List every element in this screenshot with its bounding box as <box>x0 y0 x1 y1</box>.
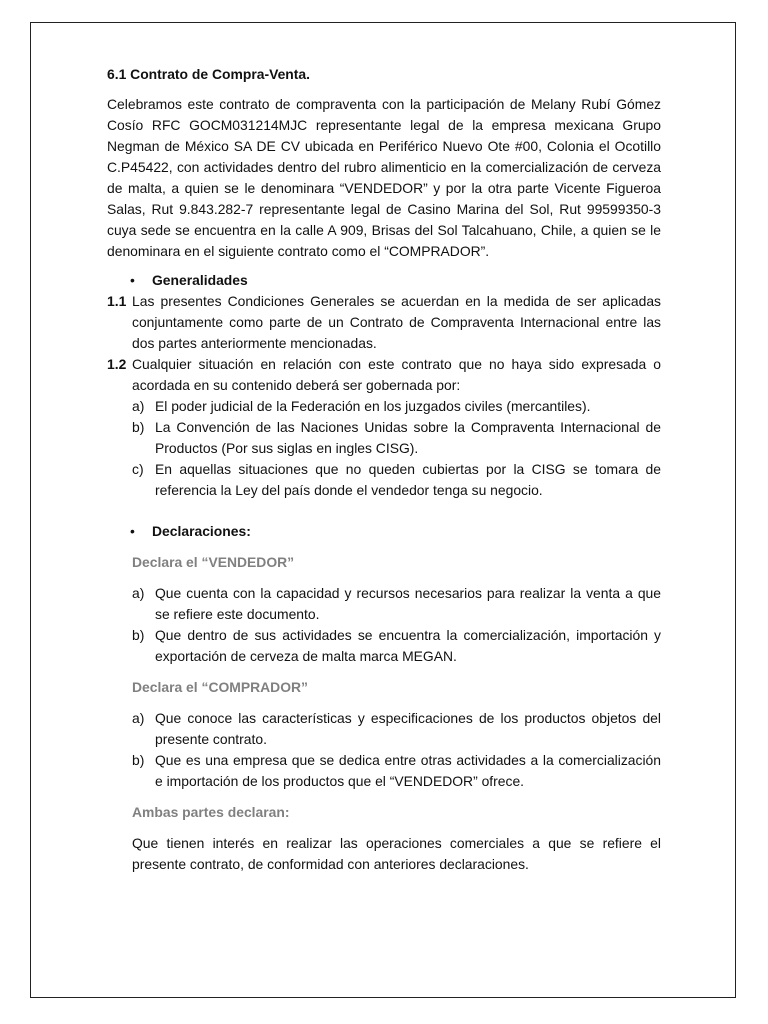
declaraciones-heading-text: Declaraciones: <box>152 523 251 539</box>
comprador-declarations <box>107 708 661 792</box>
comprador-subheading: Declara el “COMPRADOR” <box>132 679 308 695</box>
list-text: El poder judicial de la Federación en los juzgados civiles (mercantiles). <box>155 398 591 414</box>
intro-paragraph: Celebramos este contrato de compraventa con la participación de Melany Rubí Gómez Cosío RFC GOCM031214MJC representante legal de la empresa mexicana Grupo Negman de México SA DE CV ubicada en Periférico Nuevo Ote #00, Colonia el Ocotillo C.P45422, con actividades dentro del rubro alimenticio en la comercialización de cerveza de malta, a quien se le denominara “VENDEDOR” y por la otra parte Vicente Figueroa Salas, Rut 9.843.282-7 representante legal de Casino Marina del Sol, Rut 99599350-3 cuya sede se encuentra en la calle A 909, Brisas del Sol Talcahuano, Chile, a quien se le denominara en el siguiente contrato como el “COMPRADOR”. <box>107 96 661 259</box>
governing-law-list <box>107 396 661 501</box>
clause-1-1 <box>107 291 661 354</box>
list-item <box>107 750 661 792</box>
list-item <box>107 417 661 459</box>
clause-1-2 <box>107 354 661 396</box>
list-item <box>107 625 661 667</box>
document-body <box>107 64 661 875</box>
list-text: Que cuenta con la capacidad y recursos necesarios para realizar la venta a que se refiere este documento. <box>155 585 661 622</box>
list-letter: b) <box>132 752 145 768</box>
bullet-icon: • <box>130 523 135 539</box>
list-letter: a) <box>132 398 145 414</box>
clause-number: 1.2 <box>107 356 127 372</box>
clause-text: Las presentes Condiciones Generales se acuerdan en la medida de ser aplicadas conjuntamente como parte de un Contrato de Compraventa Internacional entre las dos partes anteriormente mencionadas. <box>132 293 661 351</box>
list-letter: b) <box>132 627 145 643</box>
list-text: Que es una empresa que se dedica entre otras actividades a la comercialización e importación de los productos que el “VENDEDOR” ofrece. <box>155 752 661 789</box>
list-text: En aquellas situaciones que no queden cubiertas por la CISG se tomara de referencia la Ley del país donde el vendedor tenga su negocio. <box>155 461 661 498</box>
list-letter: a) <box>132 710 145 726</box>
list-letter: b) <box>132 419 145 435</box>
declaraciones-heading <box>107 521 661 542</box>
vendedor-declarations <box>107 583 661 667</box>
clause-text: Cualquier situación en relación con este contrato que no haya sido expresada o acordada en su contenido deberá ser gobernada por: <box>132 356 661 393</box>
vendedor-subheading: Declara el “VENDEDOR” <box>132 554 295 570</box>
generalidades-heading-text: Generalidades <box>152 272 248 288</box>
list-letter: c) <box>132 461 144 477</box>
clause-number: 1.1 <box>107 293 127 309</box>
generalidades-heading <box>107 270 661 291</box>
list-letter: a) <box>132 585 145 601</box>
ambas-subheading: Ambas partes declaran: <box>132 804 290 820</box>
list-item <box>107 459 661 501</box>
list-text: Que dentro de sus actividades se encuentra la comercialización, importación y exportación de cerveza de malta marca MEGAN. <box>155 627 661 664</box>
list-item <box>107 583 661 625</box>
list-text: La Convención de las Naciones Unidas sobre la Compraventa Internacional de Productos (Por sus siglas en ingles CISG). <box>155 419 661 456</box>
list-item <box>107 708 661 750</box>
ambas-paragraph: Que tienen interés en realizar las operaciones comerciales a que se refiere el presente contrato, de conformidad con anteriores declaraciones. <box>132 835 661 872</box>
list-text: Que conoce las características y especificaciones de los productos objetos del presente contrato. <box>155 710 661 747</box>
bullet-icon: • <box>130 272 135 288</box>
section-title: 6.1 Contrato de Compra-Venta. <box>107 66 310 82</box>
list-item <box>107 396 661 417</box>
